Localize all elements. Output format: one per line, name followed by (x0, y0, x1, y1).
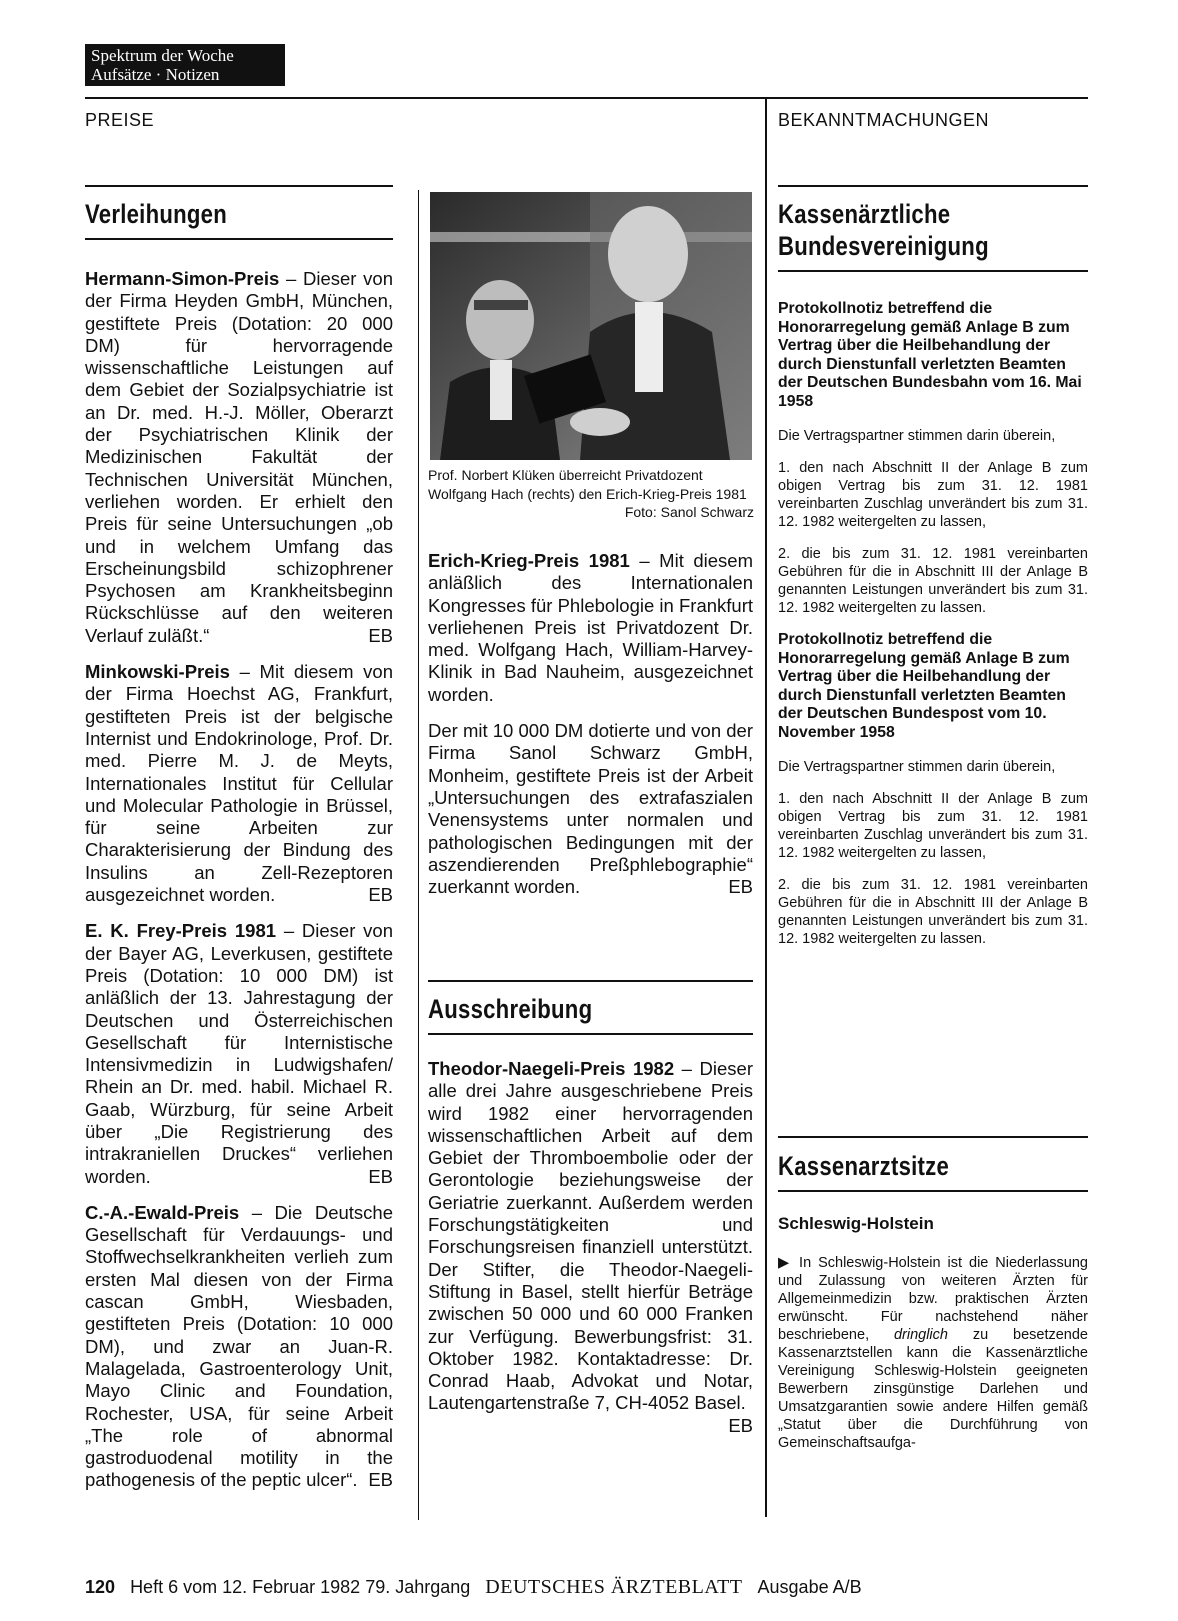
edition-info: Ausgabe A/B (757, 1577, 862, 1597)
notice-agree: Die Vertragspartner stimmen darin überein, (778, 759, 1056, 775)
triangle-icon: ▶ (778, 1255, 800, 1271)
region-subtitle: Schleswig-Holstein (778, 1214, 934, 1233)
caption-text: Prof. Norbert Klüken überreicht Privatdozent Wolfgang Hach (rechts) den Erich-Krieg-Preis 1981 (428, 467, 747, 502)
article-text: – Dieser von der Bayer AG, Leverkusen, gestiftete Preis (Dotation: 10 000 DM) ist anläßlich der 13. Jahrestagung der Deutschen und Österreichischen Gesellschaft für Internistische Intensivmedizin in Ludwigshafen/ Rhein an Dr. med. habil. Michael R. Gaab, Würzburg, für seine Arbeit über „Die Registrierung des intrakraniellen Druckes“ verliehen worden. (85, 920, 393, 1187)
column-divider-right (765, 97, 767, 1517)
badge-line-2: Aufsätze · Notizen (91, 65, 220, 84)
notice-agree: Die Vertragspartner stimmen darin überein, (778, 428, 1056, 444)
col3-body (778, 300, 1088, 962)
region-text (778, 1254, 1088, 1452)
article-ewald (85, 1202, 393, 1492)
region-text-b: zu besetzende Kassenarztstellen kann die Kassenärztliche Vereinigung Schleswig-Holstein geeigneten Bewerbern zinsgünstige Darlehen und Umsatzgarantien sowie andere Hilfen gemäß „Statut über die Durchführung von Gemeinschaftsaufga- (778, 1327, 1088, 1451)
top-rule (85, 97, 1088, 99)
article-lead: E. K. Frey-Preis 1981 (85, 920, 277, 942)
author-sign: EB (728, 876, 753, 898)
col1-title: Verleihungen (85, 199, 227, 229)
col2-body-2 (428, 1058, 753, 1437)
author-sign: EB (368, 1469, 393, 1491)
award-photo-image (430, 192, 752, 460)
section-label-bekanntmachungen: BEKANNTMACHUNGEN (778, 110, 990, 130)
article-hermann-simon (85, 268, 393, 647)
column-divider-left (418, 190, 419, 1520)
article-erich-krieg (428, 550, 753, 706)
notice-item: 1. den nach Abschnitt II der Anlage B zum obigen Vertrag bis zum 31. 12. 1981 vereinbarten Zuschlag unverändert bis zum 31. 12. 1982 weitergelten zu lassen, (778, 791, 1088, 861)
col2-title-rule-top (428, 980, 753, 982)
col2-title: Ausschreibung (428, 994, 593, 1024)
col1-body (85, 268, 393, 1506)
notice-lead-post: Protokollnotiz betreffend die Honorarregelung gemäß Anlage B zum Vertrag über die Heilbehandlung der durch Dienstunfall verletzten Beamten der Deutschen Bundespost vom 10. November 1958 (778, 631, 1070, 741)
col3-title: Kassenärztliche Bundesvereinigung (778, 199, 989, 261)
col2-body (428, 550, 753, 912)
col3-title-rule-top (778, 185, 1088, 187)
article-frey (85, 920, 393, 1188)
article-lead: Minkowski-Preis (85, 661, 230, 683)
photo-caption (428, 466, 754, 522)
col1-title-rule-bottom (85, 238, 393, 240)
article-lead: Erich-Krieg-Preis 1981 (428, 550, 630, 571)
notice-item: 2. die bis zum 31. 12. 1981 vereinbarten Gebühren für die in Abschnitt III der Anlage B genannten Leistungen unverändert bis zum 31. 12. 1982 weitergelten zu lassen. (778, 546, 1088, 616)
article-naegeli (428, 1058, 754, 1436)
region-text-em: dringlich (893, 1327, 948, 1343)
col3-body-2 (778, 1254, 1088, 1466)
article-lead: Theodor-Naegeli-Preis 1982 (428, 1058, 675, 1079)
author-sign: EB (368, 884, 393, 906)
notice-item: 2. die bis zum 31. 12. 1981 vereinbarten Gebühren für die in Abschnitt III der Anlage B genannten Leistungen unverändert bis zum 31. 12. 1982 weitergelten zu lassen. (778, 877, 1088, 947)
photo-credit: Foto: Sanol Schwarz (624, 504, 754, 520)
page-footer (85, 1576, 1085, 1599)
region-text-a: In Schleswig-Holstein ist die Niederlassung und Zulassung von weiteren Ärzten für Allgemeinmedizin bzw. praktischen Ärzten erwünscht. Für nachstehend näher beschriebene, (778, 1255, 1088, 1343)
section-badge (85, 44, 285, 86)
col3-title2-rule-top (778, 1136, 1088, 1138)
author-sign: EB (728, 1414, 753, 1436)
col1-title-rule-top (85, 185, 393, 187)
badge-line-1: Spektrum der Woche (91, 46, 234, 65)
section-label-preise: PREISE (85, 110, 155, 130)
article-erich-krieg-2 (428, 720, 753, 898)
article-text: – Dieser alle drei Jahre ausgeschriebene Preis wird 1982 einer hervorragenden wissenschaftlichen Arbeit auf dem Gebiet der Thromboembolie oder der Gerontologie beziehungsweise der Geriatrie zuerkannt. Außerdem werden Forschungstätigkeiten und Forschungsreisen finanziell unterstützt. Der Stifter, die Theodor-Naegeli-Stiftung in Basel, stellt hierfür Beträge zwischen 50 000 und 60 000 Franken zur Verfügung. Bewerbungsfrist: 31. Oktober 1982. Kontaktadresse: Dr. Conrad Haab, Advokat und Notar, Lautengartenstraße 7, CH-4052 Basel. (428, 1058, 754, 1414)
article-minkowski (85, 661, 393, 906)
author-sign: EB (368, 624, 393, 646)
col3-title2-rule-bottom (778, 1190, 1088, 1192)
notice-item: 1. den nach Abschnitt II der Anlage B zum obigen Vertrag bis zum 31. 12. 1981 vereinbarten Zuschlag unverändert bis zum 31. 12. 1982 weitergelten zu lassen, (778, 460, 1088, 530)
col3-title-2: Kassenarztsitze (778, 1151, 950, 1181)
page-number: 120 (85, 1577, 116, 1597)
issue-info: Heft 6 vom 12. Februar 1982 79. Jahrgang (130, 1577, 471, 1597)
article-text: – Die Deutsche Gesellschaft für Verdauungs- und Stoffwechselkrankheiten verlieh zum ersten Mal diesen von der Firma cascan GmbH, Wiesbaden, gestifteten Preis (Dotation: 10 000 DM), und zwar an Juan-R. Malagelada, Gastroenterology Unit, Mayo Clinic and Foundation, Rochester, USA, für seine Arbeit „The role of abnormal gastroduodenal motility in the pathogenesis of the peptic ulcer“. (85, 1201, 393, 1491)
article-lead: Hermann-Simon-Preis (85, 268, 280, 289)
notice-lead-bahn: Protokollnotiz betreffend die Honorarregelung gemäß Anlage B zum Vertrag über die Heilbehandlung der durch Dienstunfall verletzten Beamten der Deutschen Bundesbahn vom 16. Mai 1958 (778, 300, 1082, 410)
article-text: – Dieser von der Firma Heyden GmbH, München, gestiftete Preis (Dotation: 20 000 DM) für hervorragende wissenschaftliche Leistungen auf dem Gebiet der Sozialpsychiatrie ist an Dr. med. H.-J. Möller, Oberarzt der Psychiatrischen Klinik der Medizinischen Fakultät der Technischen Universität München, verliehen worden. Er erhielt den Preis für seine Untersuchungen „ob und in welchem Umfang das Erscheinungsbild schizophrener Psychosen am Krankheitsbeginn Rückschlüsse auf den weiteren Verlauf zuläßt.“ (85, 268, 393, 646)
award-photo (430, 192, 752, 460)
article-text: – Mit diesem anläßlich des Internationalen Kongresses für Phlebologie in Frankfurt verliehenen Preis ist Privatdozent Dr. med. Wolfgang Hach, William-Harvey-Klinik in Bad Nauheim, ausgezeichnet worden. (428, 550, 753, 705)
author-sign: EB (368, 1165, 393, 1187)
article-lead: C.-A.-Ewald-Preis (85, 1201, 240, 1223)
col2-title-rule-bottom (428, 1033, 753, 1035)
article-text: Der mit 10 000 DM dotierte und von der Firma Sanol Schwarz GmbH, Monheim, gestiftete Preis ist der Arbeit „Untersuchungen des extrafaszialen Venensystems unter normalen und pathologischen Bedingungen mit der aszendierenden Preßphlebographie“ zuerkannt worden. (428, 720, 753, 898)
col3-title-rule-bottom (778, 270, 1088, 272)
journal-name: DEUTSCHES ÄRZTEBLATT (485, 1576, 743, 1598)
article-text: – Mit diesem von der Firma Hoechst AG, Frankfurt, gestifteten Preis ist der belgische Internist und Endokrinologe, Prof. Dr. med. Pierre M. J. de Meyts, Internationales Institut für Cellular und Molecular Pathologie in Brüssel, für seine Arbeiten zur Charakterisierung der Bindung des Insulins an Zell-Rezeptoren ausgezeichnet worden. (85, 661, 393, 906)
